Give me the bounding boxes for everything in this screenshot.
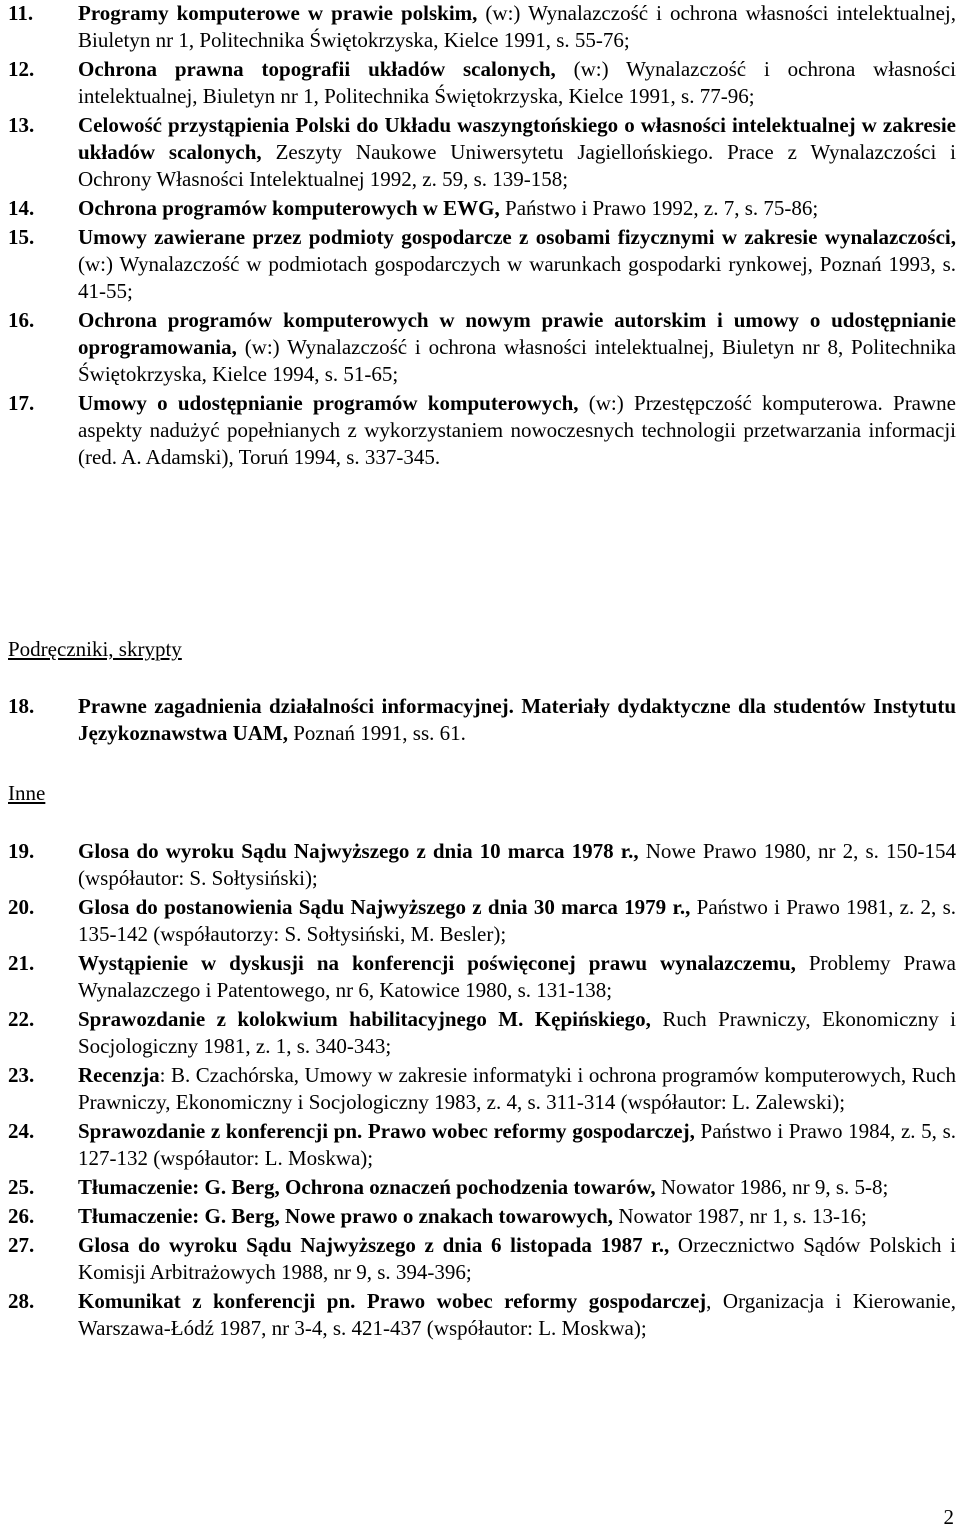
item-text (78, 1062, 956, 1116)
item-details: (w:) Wynalazczość i ochrona własności intelektualnej, Biuletyn nr 8, Politechnika Świętokrzyska, Kielce 1994, s. 51-65; (78, 335, 956, 386)
list-item (8, 1203, 956, 1230)
item-text (78, 390, 956, 471)
item-title: Glosa do postanowienia Sądu Najwyższego z dnia 30 marca 1979 r., (78, 895, 691, 919)
section-heading-other: Inne (8, 781, 46, 805)
section-heading-textbooks: Podręczniki, skrypty (8, 637, 182, 661)
item-text (78, 894, 956, 948)
list-item (8, 390, 956, 471)
item-details: Poznań 1991, ss. 61. (287, 721, 466, 745)
item-number: 24. (8, 1119, 35, 1143)
item-details: Państwo i Prawo 1981, z. 2, s. 135-142 (współautorzy: S. Sołtysiński, M. Besler); (78, 895, 956, 946)
item-number: 12. (8, 57, 35, 81)
item-text (78, 1174, 956, 1201)
list-item (8, 1006, 956, 1060)
item-number: 23. (8, 1063, 35, 1087)
publication-list-other (8, 838, 956, 1344)
item-text (78, 1288, 956, 1342)
item-number: 28. (8, 1289, 35, 1313)
item-text (78, 1006, 956, 1060)
item-details: Nowe Prawo 1980, nr 2, s. 150-154 (współautor: S. Sołtysiński); (78, 839, 956, 890)
list-item (8, 693, 956, 747)
item-number: 25. (8, 1175, 35, 1199)
item-title: Recenzja (78, 1063, 160, 1087)
item-details: (w:) Wynalazczość i ochrona własności intelektualnej, Biuletyn nr 1, Politechnika Świętokrzyska, Kielce 1991, s. 77-96; (78, 57, 957, 108)
publication-list-articles (8, 0, 956, 473)
item-details: Państwo i Prawo 1992, z. 7, s. 75-86; (499, 196, 819, 220)
item-text (78, 1203, 956, 1230)
item-details: (w:) Wynalazczość i ochrona własności intelektualnej, Biuletyn nr 1, Politechnika Świętokrzyska, Kielce 1991, s. 55-76; (78, 1, 956, 52)
item-details: , Organizacja i Kierowanie, Warszawa-Łódź 1987, nr 3-4, s. 421-437 (współautor: L. Moskwa); (78, 1289, 957, 1340)
item-title: Celowość przystąpienia Polski do Układu waszyngtońskiego o własności intelektualnej w zakresie układów scalonych, (78, 113, 956, 164)
list-item (8, 1288, 956, 1342)
item-details: Ruch Prawniczy, Ekonomiczny i Socjologiczny 1981, z. 1, s. 340-343; (78, 1007, 956, 1058)
item-title: Sprawozdanie z konferencji pn. Prawo wobec reformy gospodarczej, (78, 1119, 695, 1143)
item-details: Państwo i Prawo 1984, z. 5, s. 127-132 (współautor: L. Moskwa); (78, 1119, 956, 1170)
item-text (78, 195, 956, 222)
item-number: 16. (8, 308, 35, 332)
item-title: Sprawozdanie z kolokwium habilitacyjnego M. Kępińskiego, (78, 1007, 651, 1031)
item-details: (w:) Przestępczość komputerowa. Prawne aspekty nadużyć popełnianych z wykorzystaniem nowoczesnych technologii przetwarzania informacji (red. A. Adamski), Toruń 1994, s. 337-345. (78, 391, 956, 469)
item-details: Zeszyty Naukowe Uniwersytetu Jagiellońskiego. Prace z Wynalazczości i Ochrony Własności Intelektualnej 1992, z. 59, s. 139-158; (78, 140, 956, 191)
item-text (78, 950, 956, 1004)
item-number: 17. (8, 391, 35, 415)
list-item (8, 195, 956, 222)
list-item (8, 838, 956, 892)
item-text (78, 838, 956, 892)
list-item (8, 56, 956, 110)
list-item (8, 1062, 956, 1116)
item-number: 11. (8, 1, 34, 25)
item-number: 26. (8, 1204, 35, 1228)
item-number: 19. (8, 839, 35, 863)
list-item (8, 894, 956, 948)
list-item (8, 1232, 956, 1286)
item-details: : B. Czachórska, Umowy w zakresie informatyki i ochrona programów komputerowych, Ruch Prawniczy, Ekonomiczny i Socjologiczny 1983, z. 4, s. 311-314 (współautor: L. Zalewski); (78, 1063, 956, 1114)
item-title: Tłumaczenie: G. Berg, Nowe prawo o znakach towarowych, (78, 1204, 614, 1228)
item-number: 20. (8, 895, 35, 919)
item-text (78, 307, 956, 388)
publication-list-textbooks (8, 693, 956, 749)
item-title: Prawne zagadnienia działalności informacyjnej. Materiały dydaktyczne dla studentów Instytutu Językoznawstwa UAM, (78, 694, 956, 745)
item-text (78, 1118, 956, 1172)
item-details: Nowator 1986, nr 9, s. 5-8; (655, 1175, 889, 1199)
item-text (78, 56, 956, 110)
item-details: Problemy Prawa Wynalazczego i Patentowego, nr 6, Katowice 1980, s. 131-138; (78, 951, 956, 1002)
item-number: 22. (8, 1007, 35, 1031)
item-title: Glosa do wyroku Sądu Najwyższego z dnia 6 listopada 1987 r., (78, 1233, 670, 1257)
item-number: 18. (8, 694, 35, 718)
item-text (78, 1232, 956, 1286)
list-item (8, 950, 956, 1004)
item-number: 27. (8, 1233, 35, 1257)
item-title: Programy komputerowe w prawie polskim, (78, 1, 478, 25)
item-title: Ochrona programów komputerowych w EWG, (78, 196, 500, 220)
item-title: Ochrona programów komputerowych w nowym prawie autorskim i umowy o udostępnianie oprogramowania, (78, 308, 956, 359)
item-text (78, 693, 956, 747)
item-title: Komunikat z konferencji pn. Prawo wobec reformy gospodarczej (78, 1289, 707, 1313)
item-title: Tłumaczenie: G. Berg, Ochrona oznaczeń pochodzenia towarów, (78, 1175, 656, 1199)
item-title: Umowy o udostępnianie programów komputerowych, (78, 391, 579, 415)
item-number: 21. (8, 951, 35, 975)
item-text (78, 112, 956, 193)
item-title: Wystąpienie w dyskusji na konferencji poświęconej prawu wynalazczemu, (78, 951, 796, 975)
page-number: 2 (943, 1505, 954, 1529)
item-title: Glosa do wyroku Sądu Najwyższego z dnia 10 marca 1978 r., (78, 839, 639, 863)
item-text (78, 0, 956, 54)
item-title: Ochrona prawna topografii układów scalonych, (78, 57, 556, 81)
list-item (8, 1174, 956, 1201)
item-text (78, 224, 956, 305)
list-item (8, 0, 956, 54)
list-item (8, 112, 956, 193)
item-title: Umowy zawierane przez podmioty gospodarcze z osobami fizycznymi w zakresie wynalazczości, (78, 225, 956, 249)
item-number: 15. (8, 225, 35, 249)
item-details: Orzecznictwo Sądów Polskich i Komisji Arbitrażowych 1988, nr 9, s. 394-396; (78, 1233, 956, 1284)
item-details: Nowator 1987, nr 1, s. 13-16; (613, 1204, 867, 1228)
item-number: 13. (8, 113, 35, 137)
list-item (8, 1118, 956, 1172)
list-item (8, 224, 956, 305)
item-number: 14. (8, 196, 35, 220)
item-details: (w:) Wynalazczość w podmiotach gospodarczych w warunkach gospodarki rynkowej, Poznań 1993, s. 41-55; (78, 252, 956, 303)
list-item (8, 307, 956, 388)
